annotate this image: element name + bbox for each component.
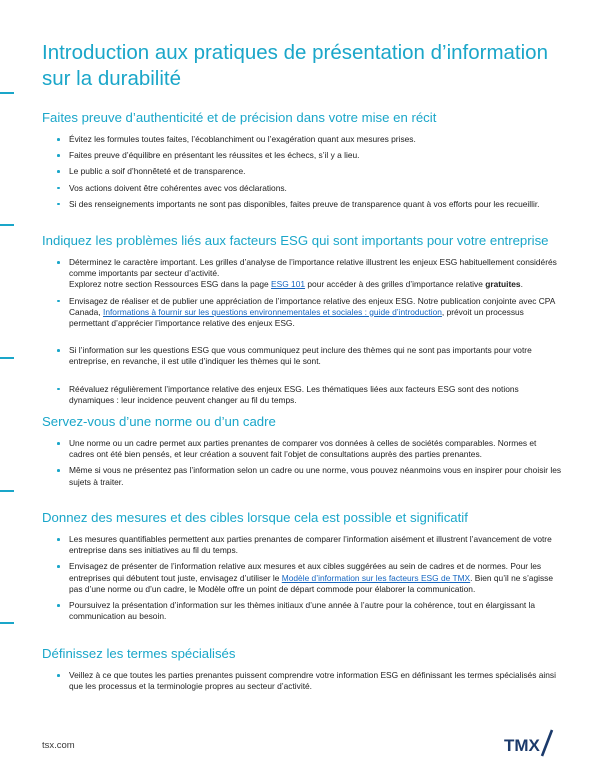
bullet-list bbox=[42, 438, 562, 488]
item-text: . bbox=[520, 279, 523, 290]
margin-rule bbox=[0, 224, 14, 226]
item-text: , prévoit un processus permettant d’apprécier l’importance relative des enjeux ESG. bbox=[69, 306, 524, 329]
margin-rule bbox=[0, 622, 14, 624]
section-heading: Servez-vous d’une norme ou d’un cadre bbox=[42, 414, 276, 429]
tmx-esg-model-link[interactable]: Modèle d’information sur les facteurs ESG de TMX bbox=[281, 572, 471, 583]
section-standard-framework bbox=[42, 414, 562, 493]
list-item bbox=[42, 561, 562, 595]
item-text: Envisagez de réaliser et de publier une appréciation de l’importance relative des enjeux ESG. Notre publication conjointe avec CPA Canada, bbox=[69, 295, 555, 317]
page-title: Introduction aux pratiques de présentation d’information sur la durabilité bbox=[42, 41, 548, 90]
logo-slash-mark bbox=[542, 730, 552, 756]
margin-rule bbox=[0, 92, 14, 94]
esg-101-link[interactable]: ESG 101 bbox=[271, 279, 306, 290]
list-item bbox=[42, 296, 562, 330]
margin-rule bbox=[0, 490, 14, 492]
section-heading: Définissez les termes spécialisés bbox=[42, 646, 236, 661]
bullet-list bbox=[42, 134, 562, 210]
item-text: Explorez notre section Ressources ESG dans la page bbox=[69, 279, 272, 290]
list-item: Veillez à ce que toutes les parties prenantes puissent comprendre votre information ESG en définissant les termes spécialisés ainsi que les processus et la terminologie propres au secteur d’activité. bbox=[42, 670, 562, 692]
section-heading: Indiquez les problèmes liés aux facteurs ESG qui sont importants pour votre entreprise bbox=[42, 233, 549, 248]
logo-text: TMX bbox=[504, 736, 540, 755]
list-item: Même si vous ne présentez pas l’information selon un cadre ou une norme, vous pouvez néanmoins vous en inspirer pour choisir les sujets à traiter. bbox=[42, 465, 562, 487]
list-item: Réévaluez régulièrement l’importance relative des enjeux ESG. Les thématiques liées aux facteurs ESG sont des notions dynamiques : leur incidence peuvent changer au fil du temps. bbox=[42, 384, 562, 406]
list-item: Si l’information sur les questions ESG que vous communiquez peut inclure des thèmes qui ne sont pas importants pour votre entreprise, en revanche, il est utile d’indiquer les thèmes qui le sont. bbox=[42, 345, 562, 367]
item-text: pour accéder à des grilles d’importance relative bbox=[305, 279, 486, 290]
list-item: Faites preuve d’équilibre en présentant les réussites et les échecs, s’il y a lieu. bbox=[42, 150, 562, 161]
footer-url[interactable]: tsx.com bbox=[42, 740, 75, 751]
bullet-list bbox=[42, 670, 562, 692]
section-materiality bbox=[42, 233, 562, 411]
list-item: Les mesures quantifiables permettent aux parties prenantes de comparer l’information aisément et illustrent l’avancement de votre entreprise dans ses initiatives au fil du temps. bbox=[42, 534, 562, 556]
list-item: Vos actions doivent être cohérentes avec vos déclarations. bbox=[42, 183, 562, 194]
emphasis-text: gratuites bbox=[485, 279, 521, 290]
section-metrics-targets bbox=[42, 510, 562, 627]
item-text: Déterminez le caractère important. Les grilles d’analyse de l’importance relative illustrent les enjeux ESG habituellement considérés comme importants par secteur d’activité. bbox=[69, 257, 557, 279]
tmx-logo bbox=[502, 728, 560, 758]
margin-rule bbox=[0, 357, 14, 359]
section-authenticity bbox=[42, 110, 562, 215]
section-heading: Faites preuve d’authenticité et de précision dans votre mise en récit bbox=[42, 110, 437, 125]
section-heading: Donnez des mesures et des cibles lorsque cela est possible et significatif bbox=[42, 510, 468, 525]
section-definitions bbox=[42, 646, 562, 697]
list-item: Évitez les formules toutes faites, l’écoblanchiment ou l’exagération quant aux mesures prises. bbox=[42, 134, 562, 145]
list-item: Le public a soif d’honnêteté et de transparence. bbox=[42, 166, 562, 177]
bullet-list bbox=[42, 257, 562, 406]
item-text: . Bien qu’il ne s’agisse pas d’une norme ou d’un cadre, le Modèle offre un point de départ commode pour élaborer la communication. bbox=[69, 572, 554, 594]
disclosure-guide-link[interactable]: Informations à fournir sur les questions environnementales et sociales : guide d’introduction bbox=[103, 306, 442, 317]
list-item: Si des renseignements importants ne sont pas disponibles, faites preuve de transparence quant à vos efforts pour les recueillir. bbox=[42, 199, 562, 210]
item-text: Envisagez de présenter de l’information relative aux mesures et aux cibles suggérées au sein de cadres et de normes. Pour les entreprises qui débutent tout juste, envisagez d’utiliser le bbox=[69, 561, 542, 583]
bullet-list bbox=[42, 534, 562, 622]
list-item bbox=[42, 257, 562, 291]
list-item: Poursuivez la présentation d’information sur les thèmes initiaux d’une année à l’autre pour la cohérence, tout en élargissant la communication au besoin. bbox=[42, 600, 562, 622]
list-item: Une norme ou un cadre permet aux parties prenantes de comparer vos données à celles de sociétés comparables. Normes et cadres ont été bien pensés, et leur création a souvent fait l’objet de consultations auprès des parties prenantes. bbox=[42, 438, 562, 460]
